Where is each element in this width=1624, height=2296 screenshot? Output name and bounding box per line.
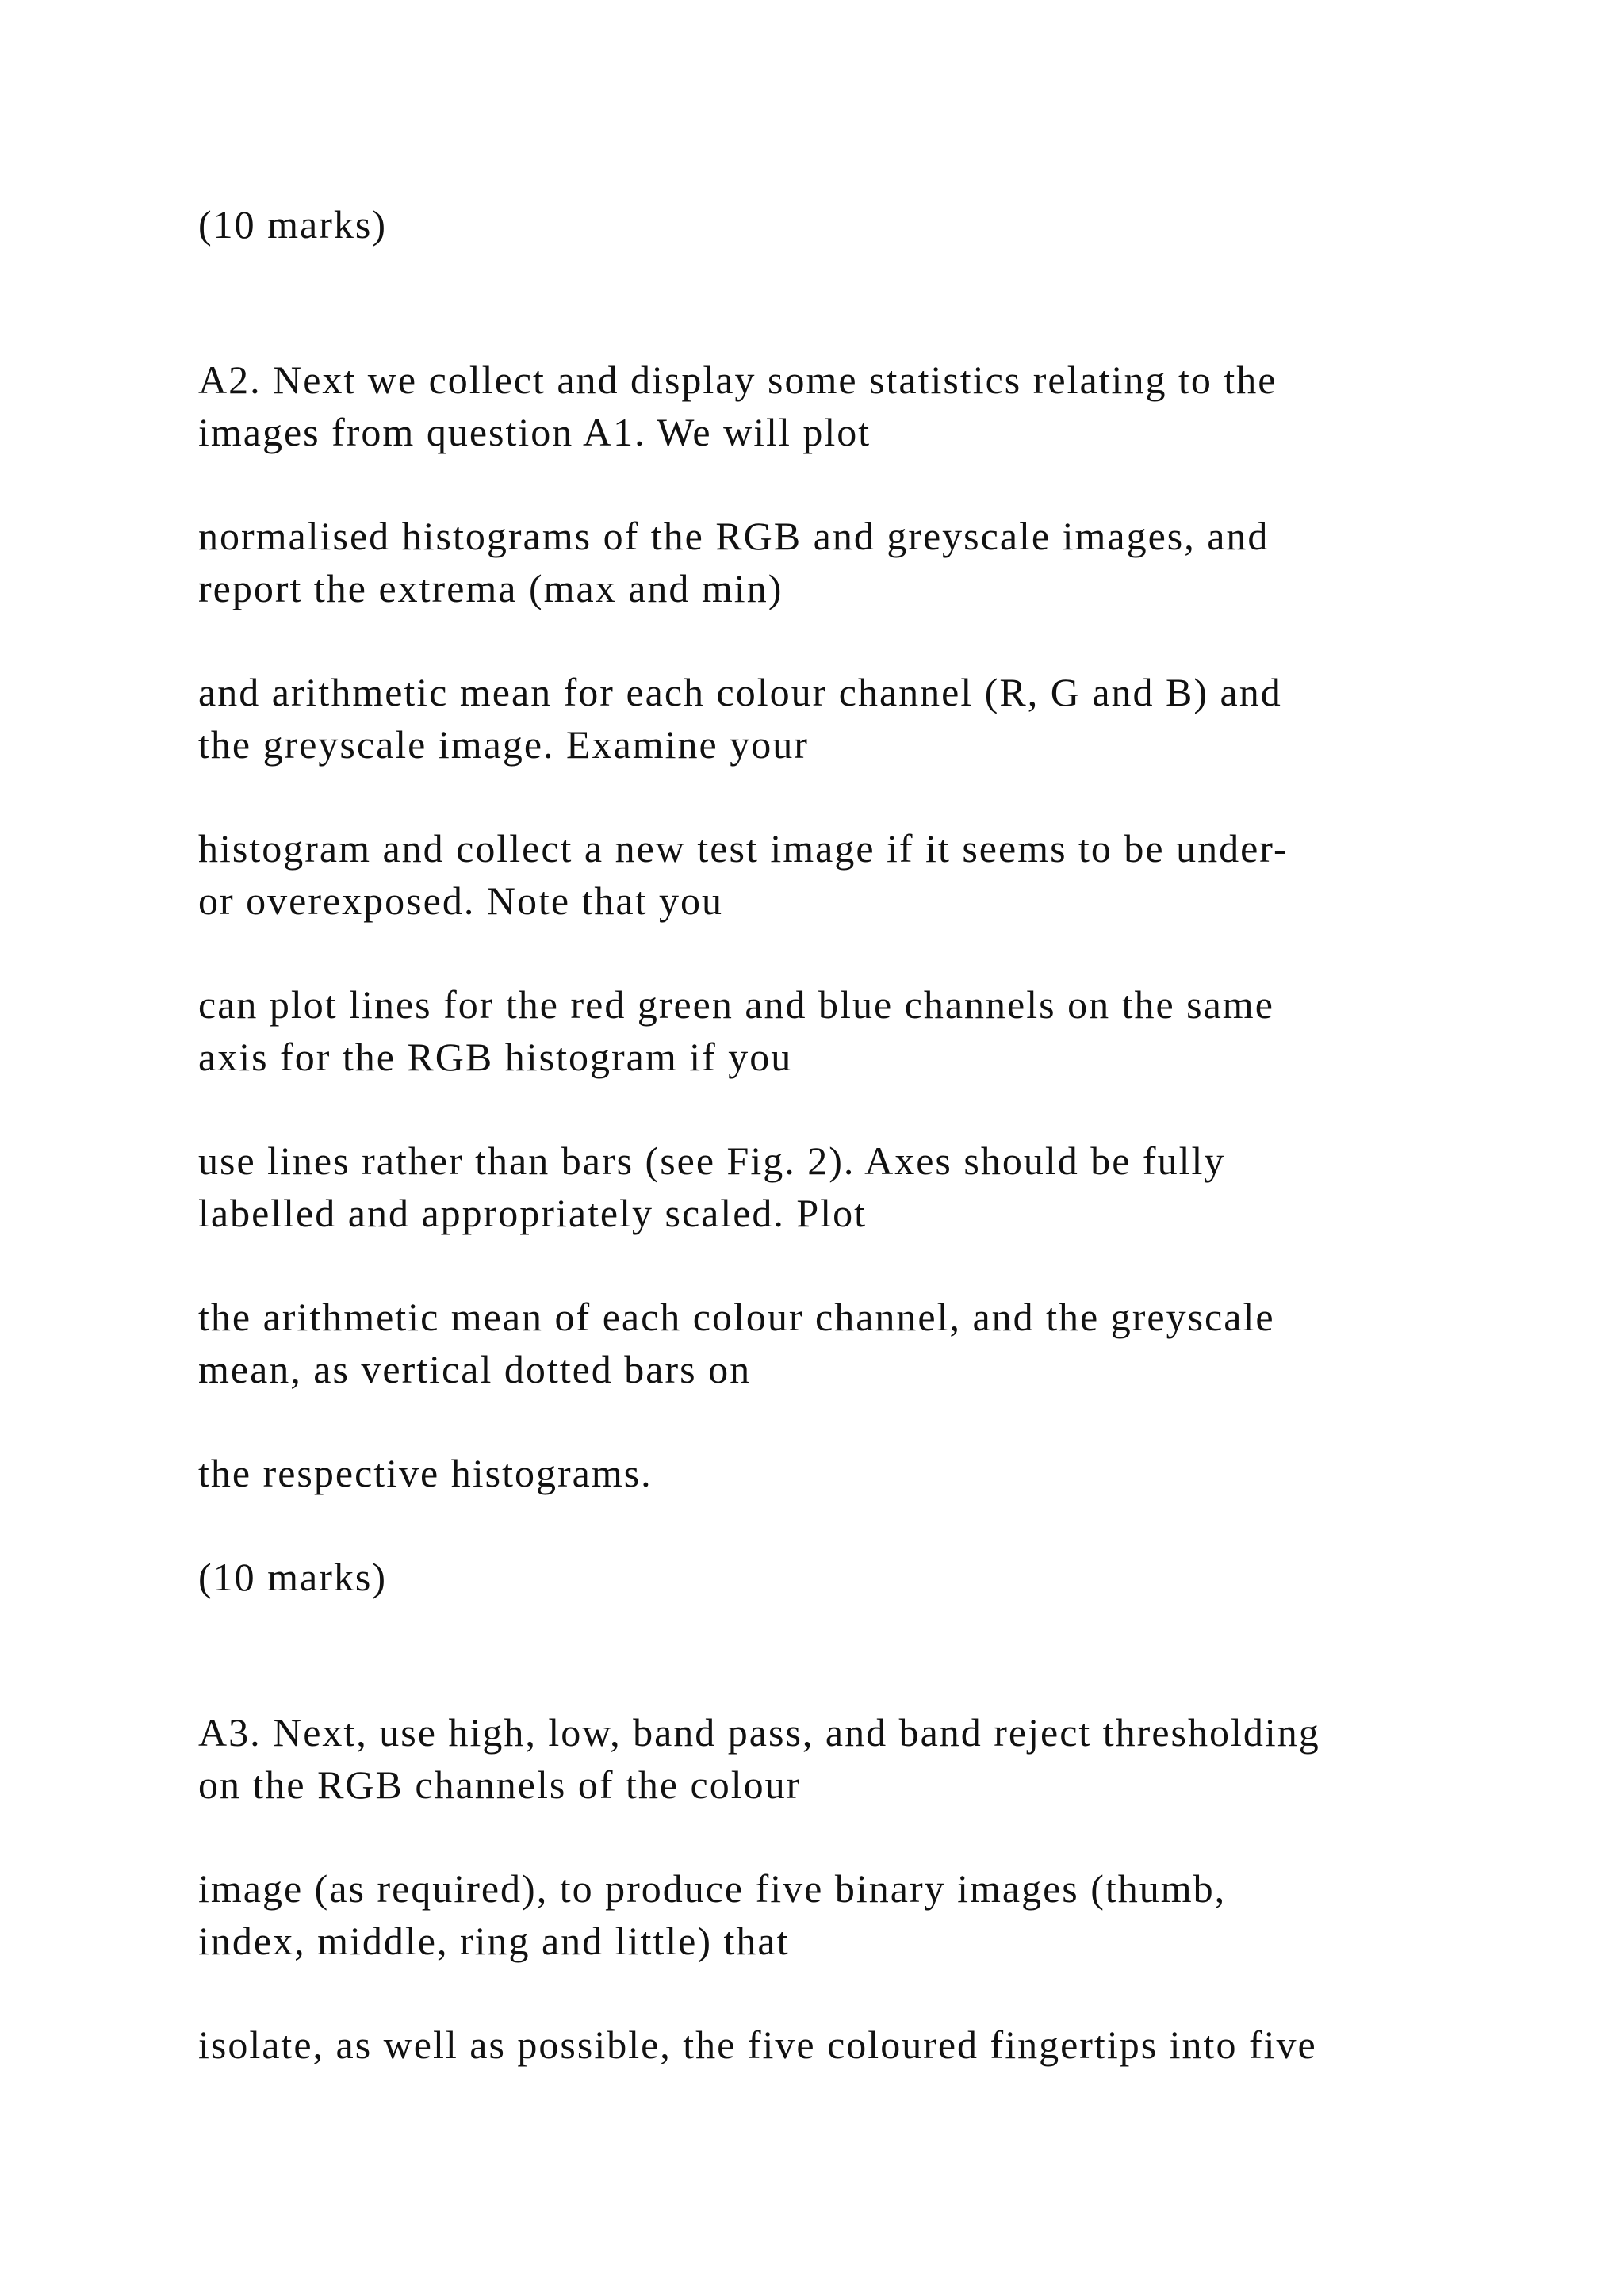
marks-a2: (10 marks) <box>198 1555 387 1599</box>
a2-paragraph-8: the respective histograms. <box>198 1451 653 1495</box>
a3-paragraph-2: image (as required), to produce five binary images (thumb, index, middle, ring and little) that <box>198 1866 1227 1963</box>
a3-paragraph-3: isolate, as well as possible, the five coloured fingertips into five <box>198 2022 1317 2067</box>
a2-paragraph-7: the arithmetic mean of each colour channel, and the greyscale mean, as vertical dotted bars on <box>198 1295 1275 1391</box>
a2-paragraph-2: normalised histograms of the RGB and greyscale images, and report the extrema (max and min) <box>198 514 1270 610</box>
a2-paragraph-5: can plot lines for the red green and blue channels on the same axis for the RGB histogram if you <box>198 982 1274 1079</box>
a2-paragraph-3: and arithmetic mean for each colour channel (R, G and B) and the greyscale image. Examine your <box>198 670 1282 767</box>
a2-paragraph-4: histogram and collect a new test image if it seems to be under- or overexposed. Note that you <box>198 826 1289 923</box>
a2-paragraph-1: A2. Next we collect and display some statistics relating to the images from question A1. We will plot <box>198 358 1277 454</box>
a2-paragraph-6: use lines rather than bars (see Fig. 2). Axes should be fully labelled and appropriately scaled. Plot <box>198 1138 1226 1235</box>
a3-paragraph-1: A3. Next, use high, low, band pass, and band reject thresholding on the RGB channels of the colour <box>198 1710 1320 1807</box>
marks-a1: (10 marks) <box>198 202 387 247</box>
